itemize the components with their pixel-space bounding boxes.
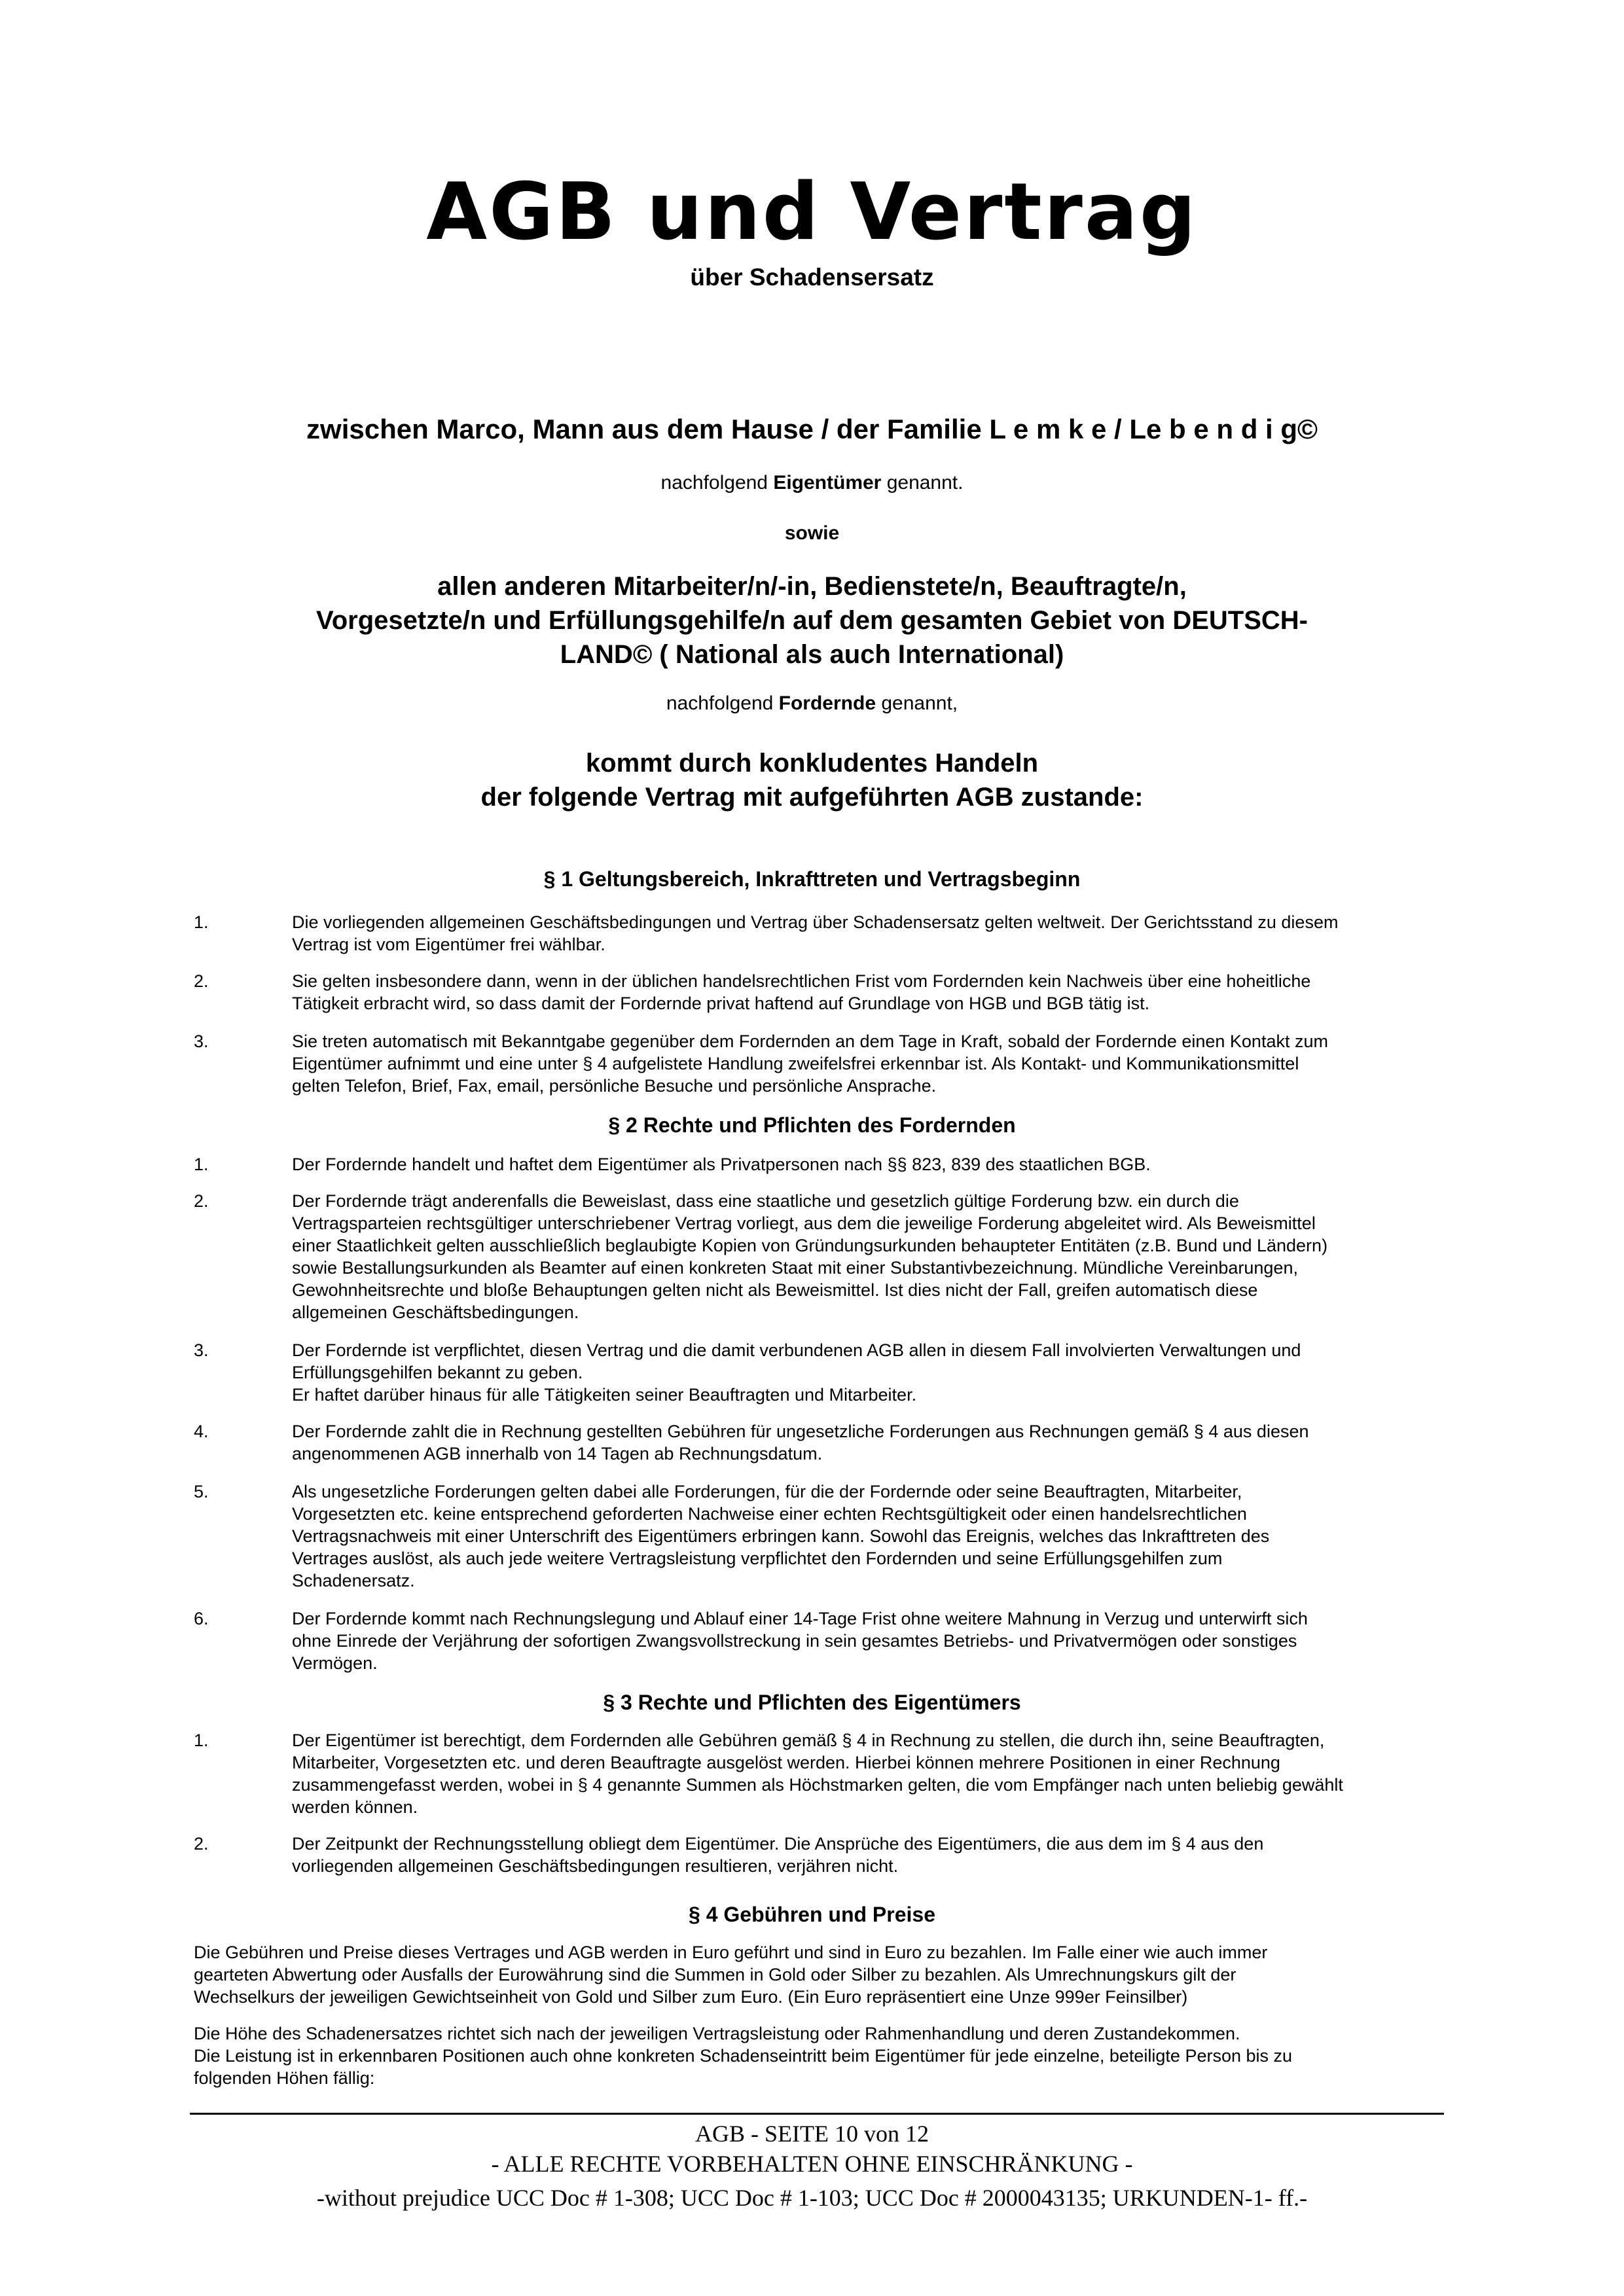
item-line: Erfüllungsgehilfen bekannt zu geben. xyxy=(292,1363,583,1382)
item-text xyxy=(292,1480,1440,1592)
owner-suffix: genannt. xyxy=(881,472,964,493)
document-subtitle: über Schadensersatz xyxy=(690,264,934,291)
item-line: Der Eigentümer ist berechtigt, dem Fordernden alle Gebühren gemäß § 4 in Rechnung zu stellen, die durch ihn, seine Beauftragten, xyxy=(292,1731,1325,1750)
document-title: AGB und Vertrag xyxy=(426,167,1198,258)
item-number: 3. xyxy=(194,1031,209,1051)
paragraph-line: Wechselkurs der jeweiligen Gewichtseinheit von Gold und Silber zum Euro. (Ein Euro repräsentiert eine Unze 999er Feinsilber) xyxy=(194,1987,1188,2007)
and-separator: sowie xyxy=(784,522,840,544)
other-parties-line: allen anderen Mitarbeiter/n/-in, Bedienstete/n, Beauftragte/n, xyxy=(437,572,1187,601)
owner-designation xyxy=(196,470,1428,496)
item-line: vorliegenden allgemeinen Geschäftsbedingungen resultieren, verjähren nicht. xyxy=(292,1856,899,1876)
item-line: Vorgesetzten etc. keine entsprechend geforderten Nachweise einer echten Rechtsgültigkeit oder einen handelsrechtlichen xyxy=(292,1504,1247,1524)
item-line: Vertragsnachweis mit einer Unterschrift des Eigentümers erbringen kann. Sowohl das Ereignis, welches das Inkrafttreten des xyxy=(292,1526,1270,1546)
item-number: 2. xyxy=(194,1191,209,1211)
conclusion-line: der folgende Vertrag mit aufgeführten AGB zustande: xyxy=(480,783,1144,812)
item-text xyxy=(292,1607,1440,1674)
item-line: Der Fordernde zahlt die in Rechnung gestellten Gebühren für ungesetzliche Forderungen aus Rechnungen gemäß § 4 aus diesen xyxy=(292,1422,1309,1441)
item-line: einer Staatlichkeit gelten ausschließlich beglaubigte Kopien von Gründungsurkunden behaupteter Entitäten (z.B. Bund und Ländern) xyxy=(292,1236,1328,1255)
claimant-designation xyxy=(196,691,1428,717)
paragraph-line: gearteten Abwertung oder Ausfalls der Eurowährung sind die Summen in Gold oder Silber zu bezahlen. Als Umrechnungskurs gilt der xyxy=(194,1965,1236,1984)
item-number: 1. xyxy=(194,912,209,932)
item-line: Vermögen. xyxy=(292,1653,378,1673)
item-line: Als ungesetzliche Forderungen gelten dabei alle Forderungen, für die der Fordernde oder seine Beauftragten, Mitarbeiter, xyxy=(292,1482,1242,1501)
paragraph-line: Die Höhe des Schadenersatzes richtet sich nach der jeweiligen Vertragsleistung oder Rahmenhandlung und deren Zustandekommen. xyxy=(194,2024,1240,2043)
claimant-suffix: genannt, xyxy=(876,692,958,714)
item-line: Vertrages auslöst, als auch jede weitere Vertragsleistung verpflichtet den Fordernden und seine Erfüllungsgehilfen zum xyxy=(292,1549,1223,1568)
item-text xyxy=(292,1030,1440,1097)
item-line: Sie gelten insbesondere dann, wenn in der üblichen handelsrechtlichen Frist vom Fordernden kein Nachweis über eine hoheitliche xyxy=(292,971,1311,991)
section-4-title: § 4 Gebühren und Preise xyxy=(689,1903,935,1926)
item-text xyxy=(292,1153,1440,1175)
owner-term: Eigentümer xyxy=(773,472,882,493)
item-line: Der Fordernde ist verpflichtet, diesen Vertrag und die damit verbundenen AGB allen in diesem Fall involvierten Verwaltungen und xyxy=(292,1340,1301,1360)
footer-divider xyxy=(190,2113,1444,2115)
item-number: 6. xyxy=(194,1609,209,1628)
footer-page-number: AGB - SEITE 10 von 12 xyxy=(695,2121,929,2147)
item-line: Sie treten automatisch mit Bekanntgabe gegenüber dem Fordernden an dem Tage in Kraft, sobald der Fordernde einen Kontakt zum xyxy=(292,1031,1328,1051)
claimant-term: Fordernde xyxy=(778,692,876,714)
claimant-prefix: nachfolgend xyxy=(666,692,779,714)
paragraph-line: Die Leistung ist in erkennbaren Positionen auch ohne konkreten Schadenseintritt beim Eigentümer für jede einzelne, beteiligte Person bis zu xyxy=(194,2046,1293,2066)
footer-ucc-notice: -without prejudice UCC Doc # 1-308; UCC Doc # 1-103; UCC Doc # 2000043135; URKUNDEN-1- ff.- xyxy=(316,2185,1308,2211)
item-line: zusammengefasst werden, wobei in § 4 genannte Summen als Höchstmarken gelten, die vom Empfänger nach unten beliebig gewählt xyxy=(292,1775,1343,1795)
paragraph-line: Die Gebühren und Preise dieses Vertrages und AGB werden in Euro geführt und sind in Euro zu bezahlen. Im Falle einer wie auch immer xyxy=(194,1943,1268,1962)
section-1-title: § 1 Geltungsbereich, Inkrafttreten und Vertragsbeginn xyxy=(543,867,1081,891)
other-parties xyxy=(275,569,1349,672)
item-line: Eigentümer aufnimmt und eine unter § 4 aufgelistete Handlung zweifelsfrei erkennbar ist. Als Kontakt- und Kommunikationsmittel xyxy=(292,1054,1299,1073)
owner-prefix: nachfolgend xyxy=(660,472,774,493)
item-line: gelten Telefon, Brief, Fax, email, persönliche Besuche und persönliche Ansprache. xyxy=(292,1076,937,1096)
item-text xyxy=(292,1420,1440,1465)
section-3-title: § 3 Rechte und Pflichten des Eigentümers xyxy=(603,1691,1021,1714)
item-text xyxy=(292,1833,1440,1877)
item-number: 5. xyxy=(194,1482,209,1501)
item-line: Der Fordernde handelt und haftet dem Eigentümer als Privatpersonen nach §§ 823, 839 des staatlichen BGB. xyxy=(292,1155,1151,1174)
item-number: 4. xyxy=(194,1422,209,1441)
item-line: Der Fordernde trägt anderenfalls die Beweislast, dass eine staatliche und gesetzlich gültige Forderung bzw. ein durch die xyxy=(292,1191,1239,1211)
item-text xyxy=(292,1190,1440,1323)
item-text xyxy=(292,970,1440,1014)
item-text xyxy=(292,1339,1440,1406)
item-line: werden können. xyxy=(292,1797,418,1817)
item-line: Tätigkeit erbracht wird, so dass damit der Fordernde privat haftend auf Grundlage von HGB und BGB tätig ist. xyxy=(292,994,1150,1013)
item-line: Vertragsparteien rechtsgültiger unterschriebener Vertrag vorliegt, aus dem die jeweilige Forderung abgeleitet wird. Als Beweismittel xyxy=(292,1213,1316,1233)
item-line: Vertrag ist vom Eigentümer frei wählbar. xyxy=(292,935,605,954)
item-line: allgemeinen Geschäftsbedingungen. xyxy=(292,1302,579,1322)
item-line: Die vorliegenden allgemeinen Geschäftsbedingungen und Vertrag über Schadensersatz gelten weltweit. Der Gerichtsstand zu diesem xyxy=(292,912,1339,932)
item-line: Gewohnheitsrechte und bloße Behauptungen gelten nicht als Beweismittel. Ist dies nicht der Fall, greifen automatisch diese xyxy=(292,1280,1258,1300)
item-line: ohne Einrede der Verjährung der sofortigen Zwangsvollstreckung in sein gesamtes Betriebs- und Privatvermögen oder sonstiges xyxy=(292,1631,1297,1651)
item-text xyxy=(292,1729,1440,1818)
item-number: 1. xyxy=(194,1731,209,1750)
section-4-paragraph-2 xyxy=(194,2022,1440,2089)
item-line: Schadenersatz. xyxy=(292,1571,415,1590)
item-line: Der Zeitpunkt der Rechnungsstellung obliegt dem Eigentümer. Die Ansprüche des Eigentümers, die aus dem im § 4 aus den xyxy=(292,1834,1264,1854)
conclusion-line: kommt durch konkludentes Handeln xyxy=(585,749,1039,778)
item-text xyxy=(292,911,1440,956)
item-line: Mitarbeiter, Vorgesetzten etc. und deren Beauftragte ausgelöst werden. Hierbei können mehrere Positionen in einer Rechnung xyxy=(292,1753,1280,1772)
footer-rights-notice: - ALLE RECHTE VORBEHALTEN OHNE EINSCHRÄNKUNG - xyxy=(491,2151,1133,2177)
section-2-title: § 2 Rechte und Pflichten des Fordernden xyxy=(608,1113,1016,1137)
other-parties-line: Vorgesetzte/n und Erfüllungsgehilfe/n auf dem gesamten Gebiet von DEUTSCH- xyxy=(316,606,1308,635)
item-number: 2. xyxy=(194,1834,209,1854)
item-number: 3. xyxy=(194,1340,209,1360)
parties-between: zwischen Marco, Mann aus dem Hause / der Familie L e m k e / Le b e n d i g© xyxy=(306,414,1318,444)
item-line: Er haftet darüber hinaus für alle Tätigkeiten seiner Beauftragten und Mitarbeiter. xyxy=(292,1385,917,1405)
section-4-paragraph-1 xyxy=(194,1941,1440,2008)
contract-conclusion xyxy=(196,746,1428,814)
item-line: angenommenen AGB innerhalb von 14 Tagen ab Rechnungsdatum. xyxy=(292,1444,823,1463)
item-line: sowie Bestallungsurkunden als Beamter auf einen konkreten Staat mit einer Substantivbezeichnung. Mündliche Vereinbarungen, xyxy=(292,1258,1298,1278)
paragraph-line: folgenden Höhen fällig: xyxy=(194,2068,375,2088)
item-number: 2. xyxy=(194,971,209,991)
item-line: Der Fordernde kommt nach Rechnungslegung und Ablauf einer 14-Tage Frist ohne weitere Mahnung in Verzug und unterwirft sich xyxy=(292,1609,1308,1628)
other-parties-line: LAND© ( National als auch International) xyxy=(560,640,1064,669)
item-number: 1. xyxy=(194,1155,209,1174)
